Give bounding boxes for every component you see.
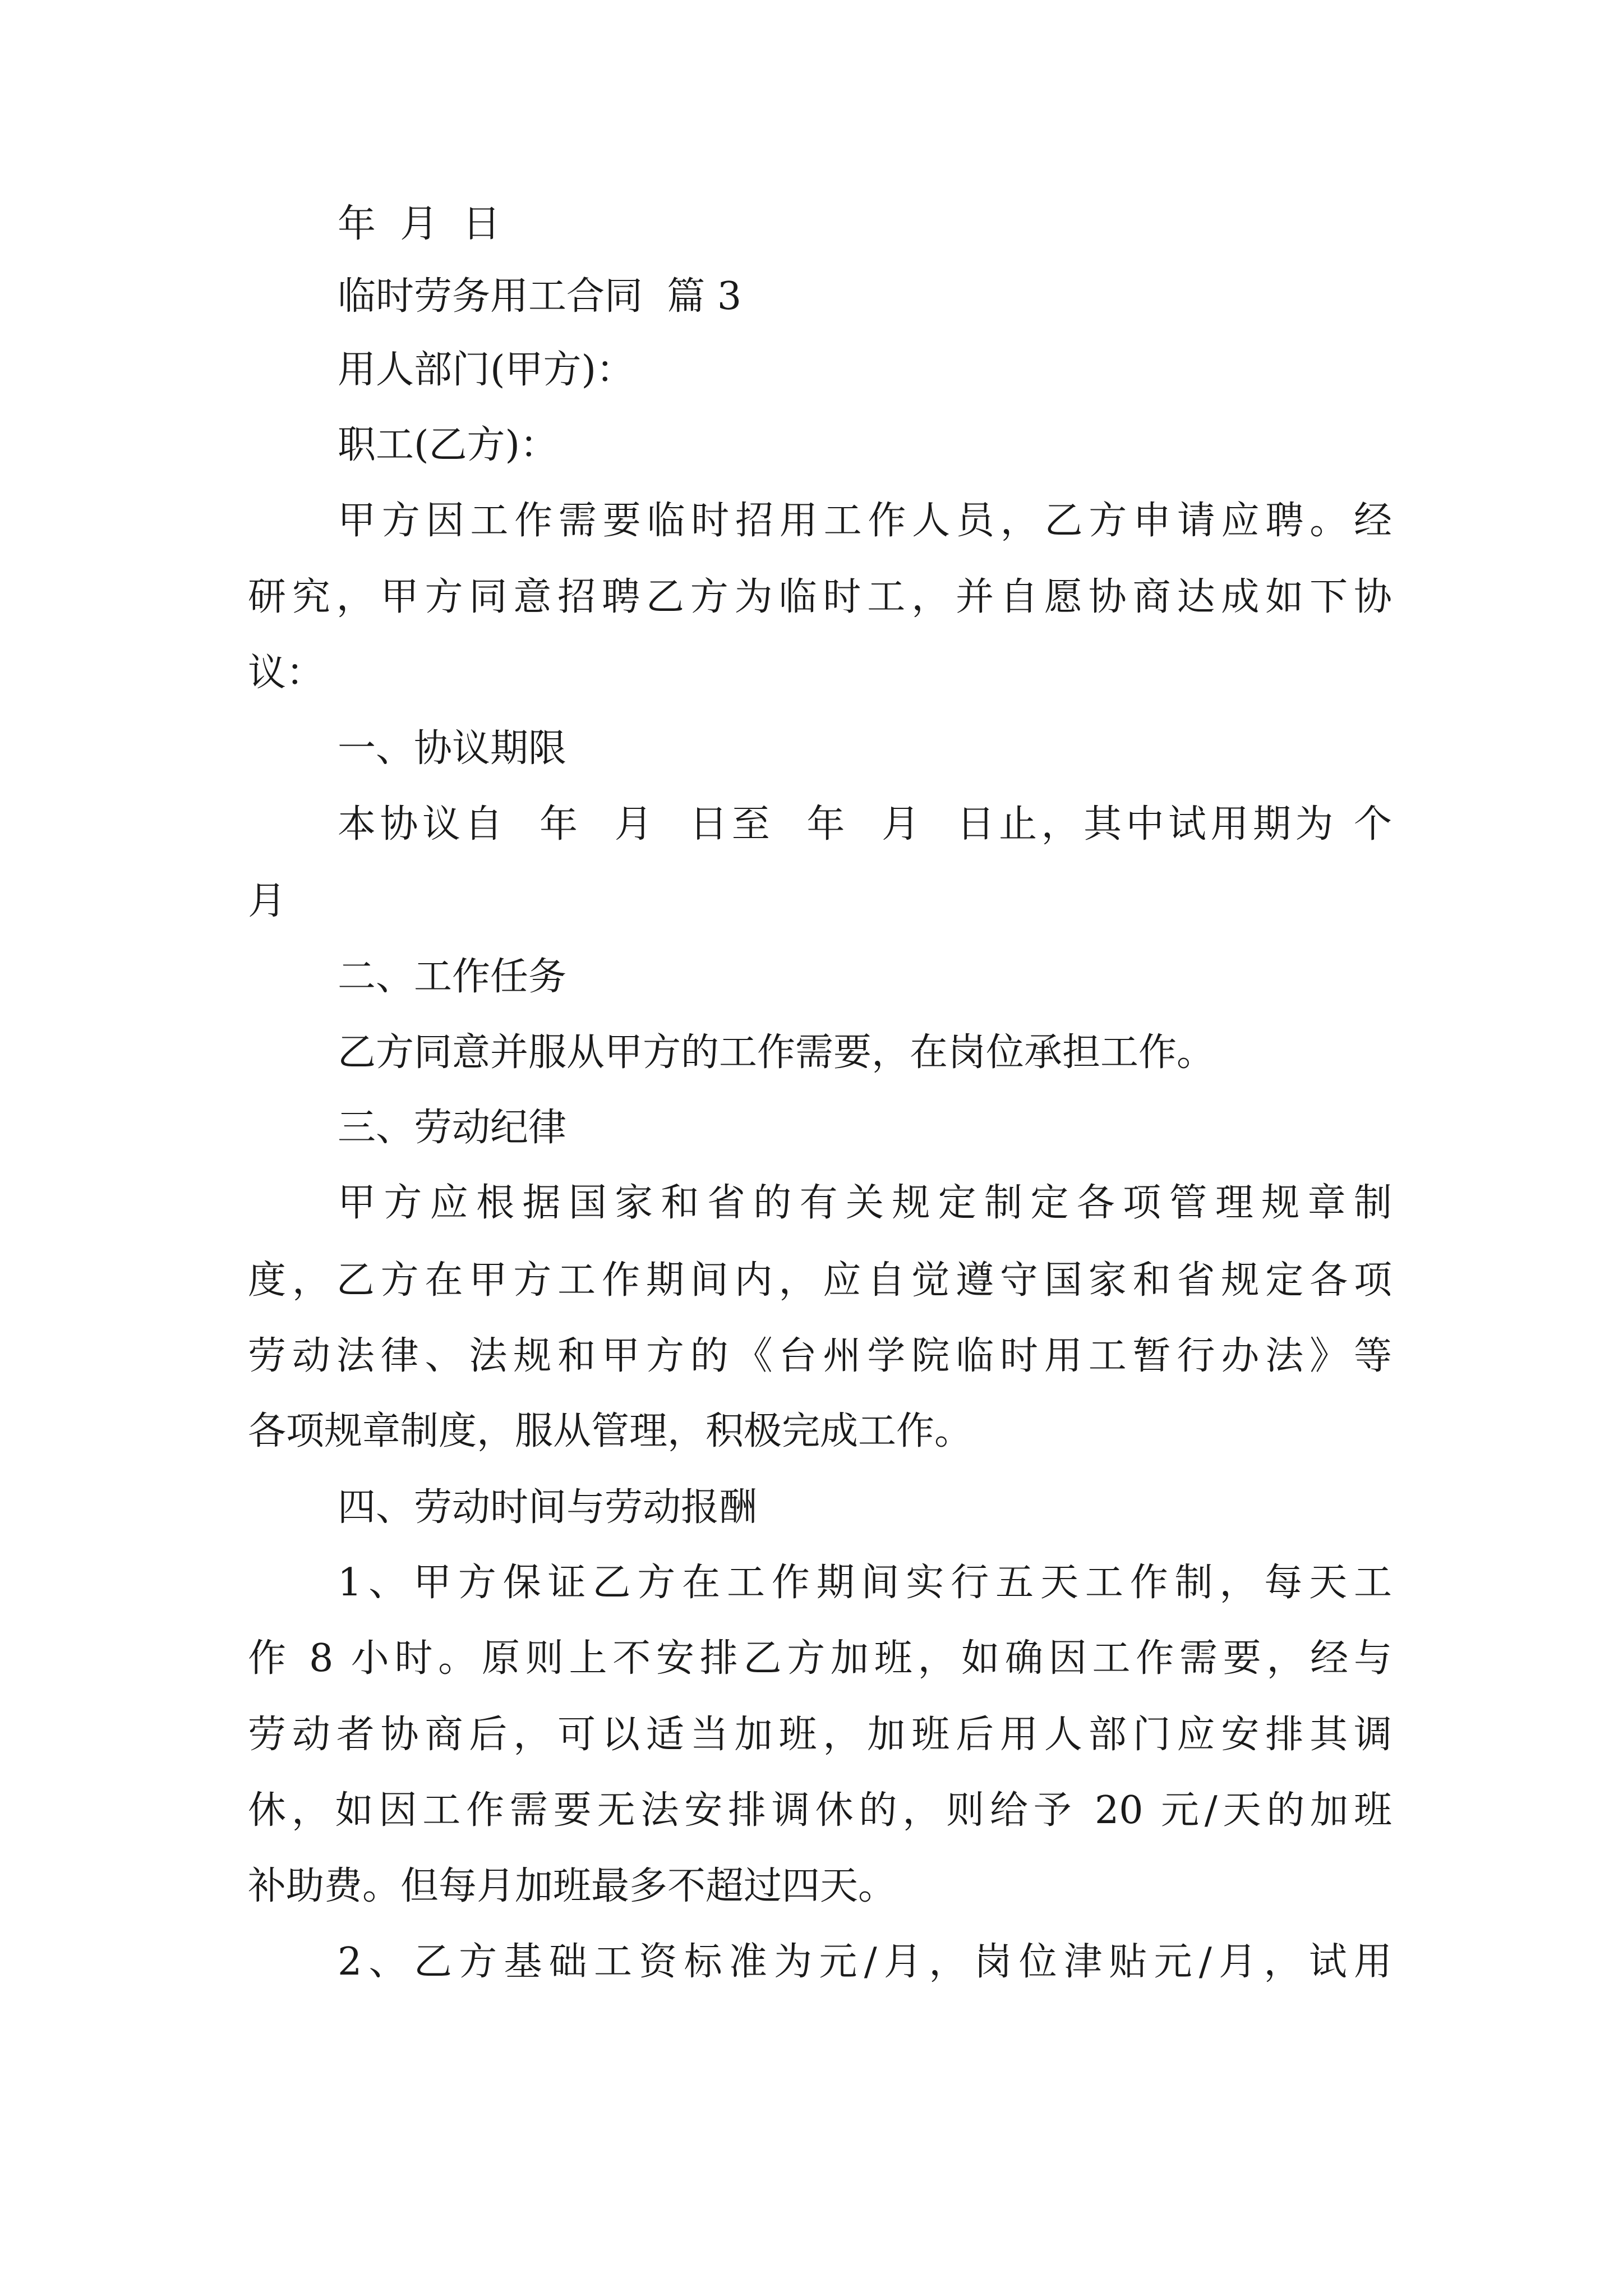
section-3-line-1: 甲方应根据国家和省的有关规定制定各项管理规章制	[338, 1181, 1392, 1225]
intro-line-1: 甲方因工作需要临时招用工作人员，乙方申请应聘。经	[338, 499, 1392, 543]
section-4-heading: 四、劳动时间与劳动报酬	[338, 1485, 758, 1530]
date-line: 年 月 日	[338, 202, 501, 246]
intro-line-2: 研究，甲方同意招聘乙方为临时工，并自愿协商达成如下协	[248, 575, 1392, 619]
section-3-line-2: 度，乙方在甲方工作期间内，应自觉遵守国家和省规定各项	[248, 1258, 1392, 1303]
section-2-heading: 二、工作任务	[338, 955, 567, 999]
section-3-line-3: 劳动法律、法规和甲方的《台州学院临时用工暂行办法》等	[248, 1334, 1392, 1378]
section-4-item-1-line-4: 休，如因工作需要无法安排调休的，则给予 20 元/天的加班	[248, 1788, 1392, 1833]
section-1-line-2: 月	[248, 879, 287, 923]
section-2-line-1: 乙方同意并服从甲方的工作需要，在岗位承担工作。	[338, 1030, 1215, 1075]
contract-title: 临时劳务用工合同 篇 3	[338, 274, 742, 319]
section-4-item-2-line-1: 2、乙方基础工资标准为元/月，岗位津贴元/月，试用	[338, 1940, 1392, 1984]
section-4-item-1-line-1: 1、甲方保证乙方在工作期间实行五天工作制，每天工	[338, 1561, 1392, 1605]
section-4-item-1-line-2: 作 8 小时。原则上不安排乙方加班，如确因工作需要，经与	[248, 1636, 1392, 1681]
section-1-heading: 一、协议期限	[338, 726, 567, 771]
section-4-item-1-line-5: 补助费。但每月加班最多不超过四天。	[248, 1864, 897, 1908]
section-4-item-1-line-3: 劳动者协商后，可以适当加班，加班后用人部门应安排其调	[248, 1713, 1392, 1757]
employer-line: 用人部门(甲方)：	[338, 348, 635, 392]
section-3-line-4: 各项规章制度，服从管理，积极完成工作。	[248, 1409, 973, 1453]
section-3-heading: 三、劳动纪律	[338, 1106, 567, 1150]
section-1-line-1: 本协议自 年 月 日至 年 月 日止，其中试用期为 个	[338, 802, 1392, 846]
employee-line: 职工(乙方)：	[338, 423, 559, 467]
intro-line-3: 议：	[248, 651, 325, 695]
